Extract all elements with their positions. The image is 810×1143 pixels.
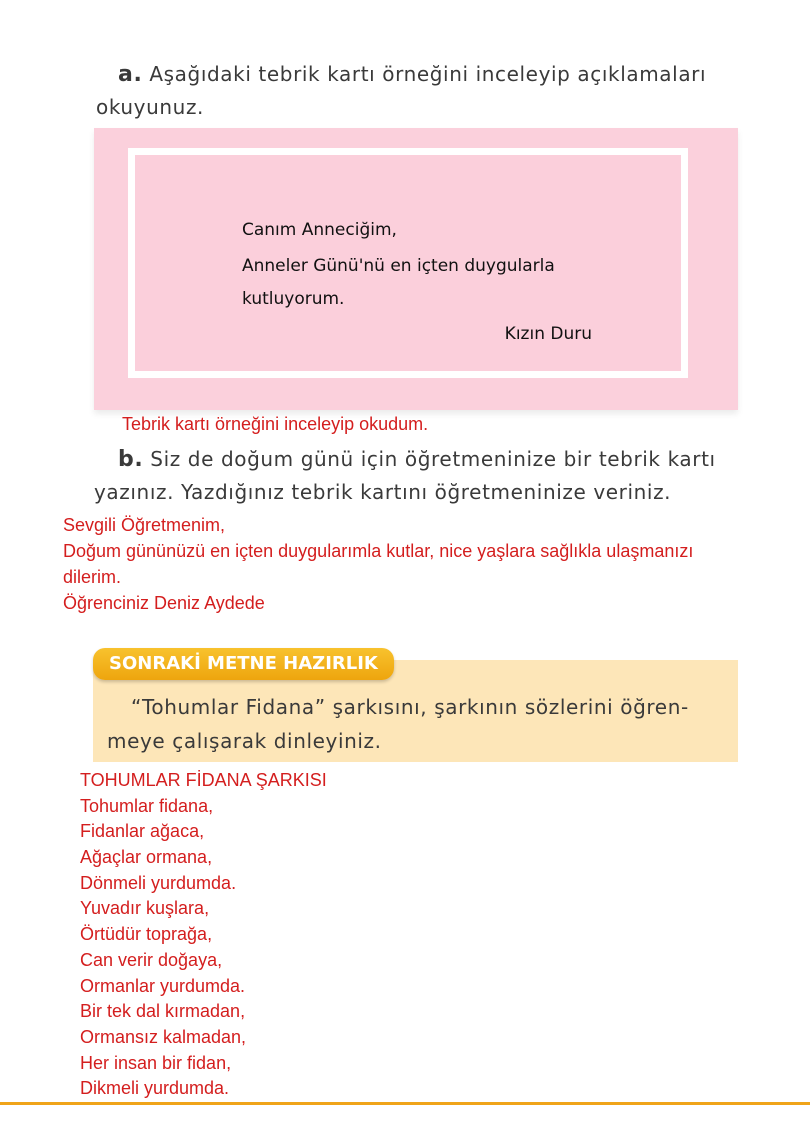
task-b-letter: b. [118,447,144,472]
task-a-instruction [96,58,746,124]
song-line: Fidanlar ağaca, [80,821,205,842]
task-b-line1: Siz de doğum günü için öğretmeninize bir tebrik kartı [150,447,716,471]
song-line: Tohumlar fidana, [80,795,214,816]
task-b-instruction [94,443,754,509]
song-line: Bir tek dal kırmadan, [80,1001,246,1022]
answer-a: Tebrik kartı örneğini inceleyip okudum. [122,414,429,434]
answer-b-line: Doğum gününüzü en içten duygularımla kutlar, nice yaşlara sağlıkla ulaşmanızı [63,541,694,561]
page-bottom-divider [0,1102,810,1105]
task-a-line2: okuyunuz. [96,95,204,119]
answer-b-line: Öğrenciniz Deniz Aydede [63,593,265,613]
card-message-line2: kutluyorum. [242,289,345,309]
task-a-letter: a. [118,62,143,87]
song-line: Yuvadır kuşlara, [80,898,210,919]
answer-b [63,512,693,616]
next-text-line1: “Tohumlar Fidana” şarkısını, şarkının sözlerini öğren- [131,695,689,719]
answer-b-line: Sevgili Öğretmenim, [63,515,226,535]
answer-b-line: dilerim. [63,567,122,587]
song-line: Örtüdür toprağa, [80,924,213,945]
song-line: Dönmeli yurdumda. [80,872,237,893]
task-b-line2: yazınız. Yazdığınız tebrik kartını öğretmeninize veriniz. [94,480,672,504]
song-line: Ormanlar yurdumda. [80,975,246,996]
next-text-line2: meye çalışarak dinleyiniz. [107,729,382,753]
card-message-line1: Anneler Günü'nü en içten duygularla [242,256,555,276]
greeting-card-example [94,128,738,410]
card-salutation: Canım Anneciğim, [242,220,397,240]
song-line: Can verir doğaya, [80,949,223,970]
song-line: Dikmeli yurdumda. [80,1078,230,1099]
task-a-line1: Aşağıdaki tebrik kartı örneğini inceleyip açıklamaları [149,62,707,86]
card-signature: Kızın Duru [504,324,592,344]
song-line: Ağaçlar ormana, [80,847,213,868]
song-line: Her insan bir fidan, [80,1052,232,1073]
song-title: TOHUMLAR FİDANA ŞARKISI [80,770,327,790]
song-line: Ormansız kalmadan, [80,1026,247,1047]
section-badge: SONRAKİ METNE HAZIRLIK [93,648,394,680]
song-lyrics [80,768,327,1102]
